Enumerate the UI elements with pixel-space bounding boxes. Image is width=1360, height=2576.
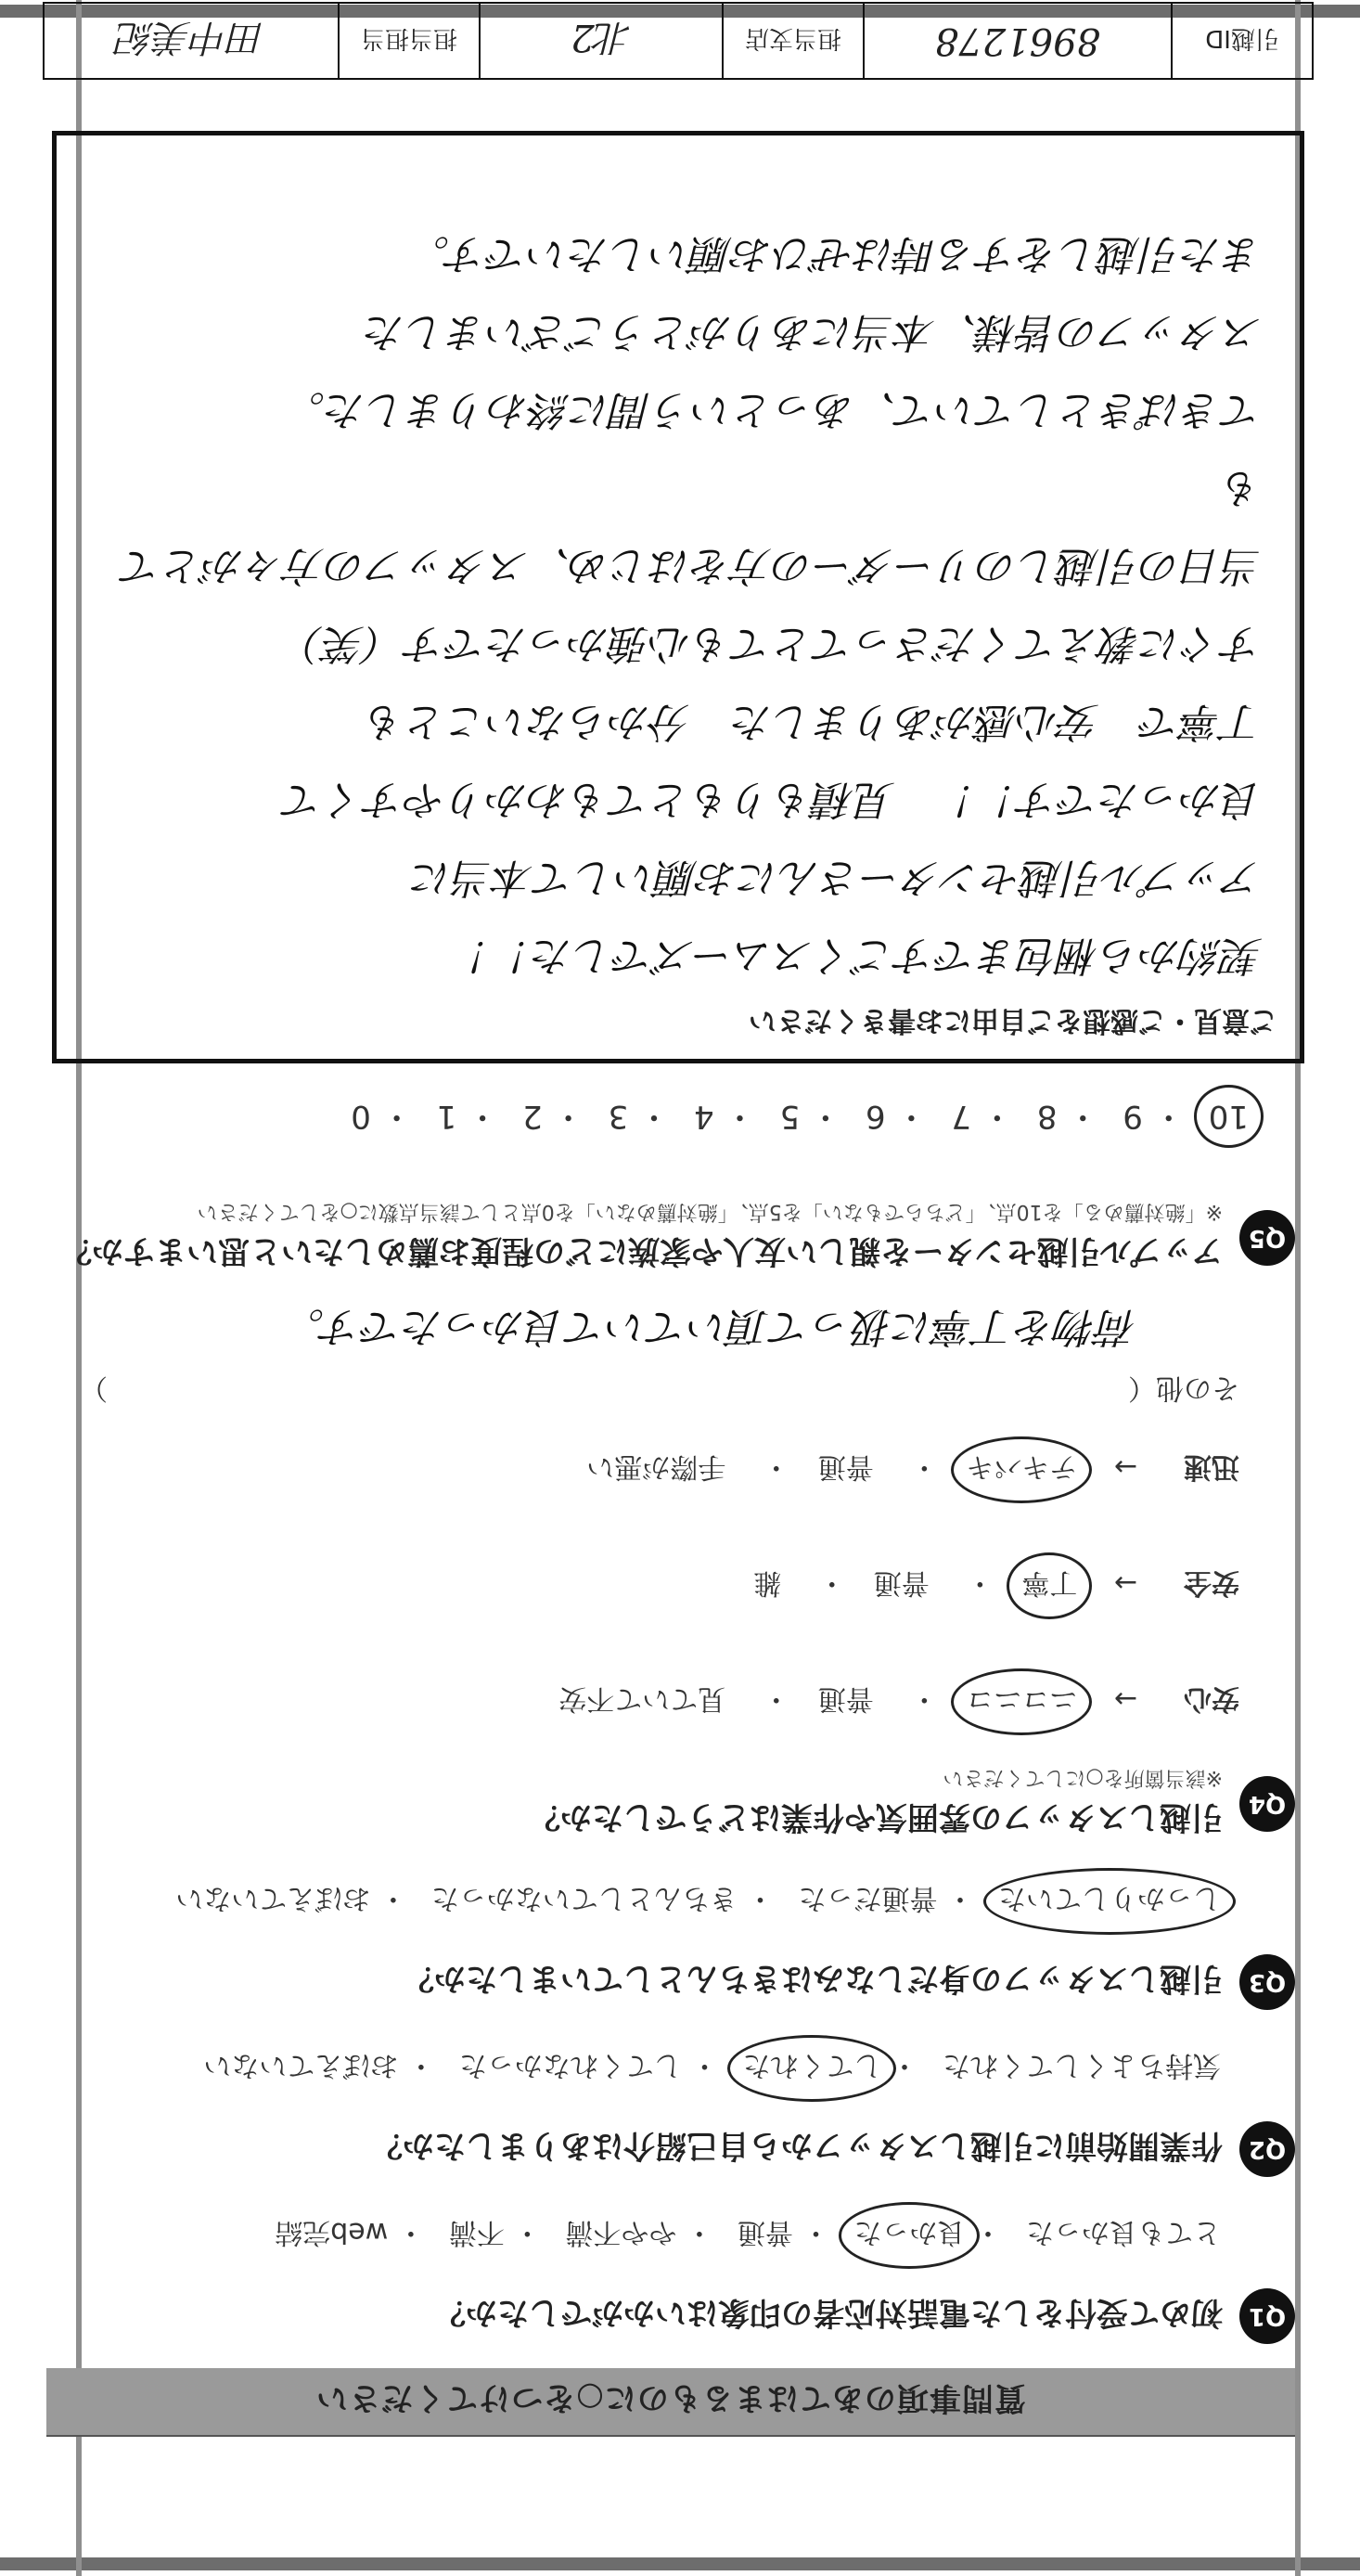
q3-options: しっかりしていた・ 普通だった・ きちんとしていなかった・ おぼえていない <box>151 1881 1221 1922</box>
comment-line: てきぱきとしていて、あっという間に終わりました。 <box>284 386 1263 433</box>
question-hint: ※「絶対薦める」を10点、「どちらでもない」を5点、「絶対薦めない」を0点として該当点数に○をしてください <box>197 1200 1223 1223</box>
branch-value: 北2 <box>479 4 722 78</box>
comment-line: スタッフの皆様、本当にありがとうございました <box>365 308 1263 355</box>
row-label: 迅速 <box>1184 1450 1239 1483</box>
comment-line: また引越しをする時はぜひお願いしたいです。 <box>408 230 1263 277</box>
score[interactable]: 0 <box>351 1098 371 1135</box>
id-label: 引越ID <box>1171 4 1312 78</box>
option[interactable]: 普通 <box>873 1566 930 1599</box>
q4-row-jinsoku: 迅速→ テキパキ ・ 普通 ・ 手際が悪い <box>586 1449 1239 1490</box>
score[interactable]: 9 <box>1123 1098 1143 1135</box>
q4-other-handwritten: 荷物を丁寧に扱って頂いていて良かったです。 <box>283 1303 1137 1350</box>
question-2 <box>371 2121 1295 2177</box>
question-3 <box>403 1954 1295 2010</box>
option-circled[interactable]: テキパキ <box>966 1449 1077 1490</box>
q4-other <box>80 1371 1239 1411</box>
question-badge: Q1 <box>1239 2288 1295 2344</box>
comments-title: ご意見・ご感想をご自由にお書きください <box>749 1004 1277 1037</box>
option-circled[interactable]: しっかりしていた <box>998 1881 1221 1922</box>
option[interactable]: おぼえていない <box>175 1882 371 1914</box>
question-text: 初めて受付をした電話対応者の印象はいかがでしたか？ <box>434 2294 1223 2332</box>
staff-label: 担当担当 <box>338 4 479 78</box>
comment-line: すぐに教えてくださってとても心強かったです（笑） <box>283 620 1263 667</box>
question-4 <box>529 1765 1295 1843</box>
q4-row-anzen: 安全→ 丁寧 ・ 普通 ・ 雑 <box>753 1565 1239 1606</box>
question-text-main: アップル引越センターを親しい友人や家族にどの程度お薦めしたいと思いますか？ <box>60 1232 1223 1269</box>
instruction-banner: 質問事項のあてはまるものに○をつけてください <box>46 2368 1295 2437</box>
question-5 <box>60 1199 1295 1277</box>
question-text <box>60 1199 1223 1277</box>
question-badge: Q4 <box>1239 1776 1295 1832</box>
score[interactable]: 8 <box>1036 1098 1058 1135</box>
option-circled[interactable]: してくれた <box>742 2048 881 2089</box>
option[interactable]: きちんとしていなかった <box>430 1882 738 1914</box>
option[interactable]: 普通 <box>737 2216 793 2248</box>
q5-scale: 10・ 9・ 8・ 7・ 6・ 5・ 4・ 3・ 2・ 1・ 0 <box>351 1098 1249 1135</box>
option[interactable]: 普通 <box>817 1450 874 1483</box>
staff-value: 田中美紀 <box>117 16 265 59</box>
option-circled[interactable]: 丁寧 <box>1021 1565 1077 1606</box>
option[interactable]: してくれなかった <box>458 2049 682 2081</box>
question-text <box>529 1765 1223 1843</box>
row-label: 安全 <box>1184 1566 1239 1599</box>
option-circled[interactable]: 良かった <box>853 2215 965 2256</box>
comments-handwritten <box>94 214 1263 994</box>
option[interactable]: 手際が悪い <box>586 1450 726 1483</box>
score[interactable]: 1 <box>436 1098 457 1135</box>
comment-line: アップル引越センターさんにお願いして本当に <box>411 854 1263 901</box>
option[interactable]: 見ていて不安 <box>558 1682 726 1715</box>
comment-line: 良かったです！！ 見積もりもとてもわかりやすくて <box>283 776 1263 823</box>
score-circled[interactable]: 10 <box>1208 1098 1249 1135</box>
score[interactable]: 4 <box>694 1098 714 1135</box>
score[interactable]: 2 <box>522 1098 543 1135</box>
option[interactable]: とても良かった <box>1026 2216 1221 2248</box>
option[interactable]: おぼえていない <box>203 2049 399 2081</box>
other-label: その他（ <box>1128 1372 1239 1404</box>
option[interactable]: 普通 <box>817 1682 874 1715</box>
option[interactable]: やや不満 <box>565 2216 677 2248</box>
option[interactable]: 普通だった <box>798 1882 938 1914</box>
score[interactable]: 5 <box>779 1098 801 1135</box>
question-1 <box>434 2288 1295 2344</box>
comment-line: 当日の引越しのリーダーの方をはじめ、スタッフの方々がとても <box>121 464 1263 589</box>
option[interactable]: 不満 <box>448 2216 505 2248</box>
option[interactable]: web完結 <box>275 2216 389 2248</box>
comment-line: 契約から梱包まですごくスムーズでした！！ <box>450 932 1263 979</box>
option-circled[interactable]: ニコニコ <box>966 1681 1077 1722</box>
score[interactable]: 3 <box>608 1098 629 1135</box>
comments-box <box>52 131 1304 1063</box>
question-text: 作業開始前に引越しスタッフから自己紹介はありましたか？ <box>371 2127 1223 2165</box>
row-label: 安心 <box>1184 1682 1239 1715</box>
question-text: 引越しスタッフの身だしなみはきちんとしていましたか？ <box>403 1960 1223 1998</box>
top-edge-strip <box>0 2557 1360 2570</box>
id-value: 8961278 <box>863 4 1171 78</box>
option[interactable]: 雑 <box>753 1566 782 1599</box>
question-hint: ※該当箇所を○にしてください <box>943 1766 1223 1789</box>
q1-options: とても良かった・ 良かった・ 普通・ やや不満・ 不満・ web完結 <box>250 2215 1221 2256</box>
question-badge: Q3 <box>1239 1954 1295 2010</box>
question-badge: Q2 <box>1239 2121 1295 2177</box>
q2-options: 気持ちよくしてくれた・ してくれた・ してくれなかった・ おぼえていない <box>179 2048 1221 2089</box>
q4-row-anshin: 安心→ ニコニコ ・ 普通 ・ 見ていて不安 <box>558 1681 1239 1722</box>
option[interactable]: 気持ちよくしてくれた <box>943 2049 1221 2081</box>
other-close: ） <box>80 1372 108 1404</box>
comment-line: 丁寧で 安心感がありました 分からないことも <box>365 698 1263 745</box>
score[interactable]: 7 <box>951 1098 972 1135</box>
score[interactable]: 6 <box>865 1098 886 1135</box>
question-badge: Q5 <box>1239 1210 1295 1266</box>
branch-label: 担当支店 <box>722 4 863 78</box>
id-bar <box>43 2 1314 80</box>
question-text-main: 引越しスタッフの雰囲気や作業はどうでしたか？ <box>529 1798 1223 1835</box>
